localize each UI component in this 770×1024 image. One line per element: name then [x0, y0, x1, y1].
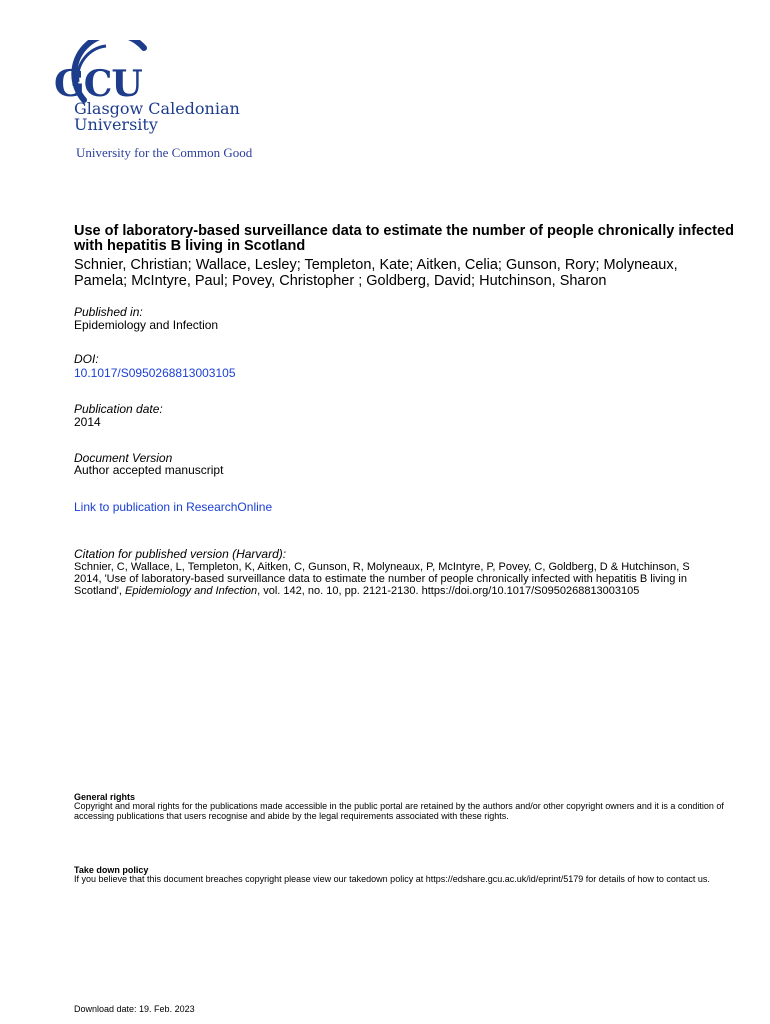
take-down-heading: Take down policy [74, 865, 149, 875]
published-in-label: Published in: [74, 305, 143, 319]
doi-link[interactable]: 10.1017/S0950268813003105 [74, 366, 236, 380]
citation-part1: Schnier, C, Wallace, L, Templeton, K, Aitken, C, Gunson, R, Molyneaux, P, McIntyre, P, Povey, C, Goldberg, D & Hutchinson, S 2014, 'Use of laboratory-based surveillance data to estimate the number of people chronically infected with hepatitis B living in Scotland', [74, 561, 690, 597]
research-online-link[interactable]: Link to publication in ResearchOnline [74, 500, 273, 514]
gcu-logo [44, 40, 264, 140]
take-down-body: If you believe that this document breaches copyright please view our takedown policy at https://edshare.gcu.ac.uk/id/eprint/5179 for details of how to contact us. [74, 874, 710, 884]
citation-part2: , vol. 142, no. 10, pp. 2121-2130. https://doi.org/10.1017/S0950268813003105 [257, 585, 640, 597]
citation-text [74, 561, 714, 597]
document-version-value: Author accepted manuscript [74, 463, 224, 477]
download-date: Download date: 19. Feb. 2023 [74, 1004, 195, 1014]
author-list: Schnier, Christian; Wallace, Lesley; Templeton, Kate; Aitken, Celia; Gunson, Rory; Molyneaux, Pamela; McIntyre, Paul; Povey, Christopher ; Goldberg, David; Hutchinson, Sharon [74, 257, 678, 289]
document-version-label: Document Version [74, 451, 173, 465]
publication-date-label: Publication date: [74, 402, 163, 416]
general-rights-heading: General rights [74, 792, 136, 802]
publication-date-value: 2014 [74, 415, 101, 429]
paper-title: Use of laboratory-based surveillance data to estimate the number of people chronically infected with hepatitis B living in Scotland [74, 223, 734, 254]
doi-label: DOI: [74, 352, 99, 366]
general-rights-body: Copyright and moral rights for the publications made accessible in the public portal are retained by the authors and/or other copyright owners and it is a condition of accessing publications that users recognise and abide by the legal requirements associated with these rights. [74, 801, 724, 821]
logo-acronym: GCU [54, 63, 142, 105]
tagline: University for the Common Good [76, 145, 253, 160]
published-in-value: Epidemiology and Infection [74, 318, 219, 332]
logo-line1: Glasgow Caledonian [74, 99, 240, 118]
citation-label: Citation for published version (Harvard): [74, 547, 287, 561]
citation-journal: Epidemiology and Infection [125, 585, 258, 597]
logo-line2: University [74, 115, 158, 134]
